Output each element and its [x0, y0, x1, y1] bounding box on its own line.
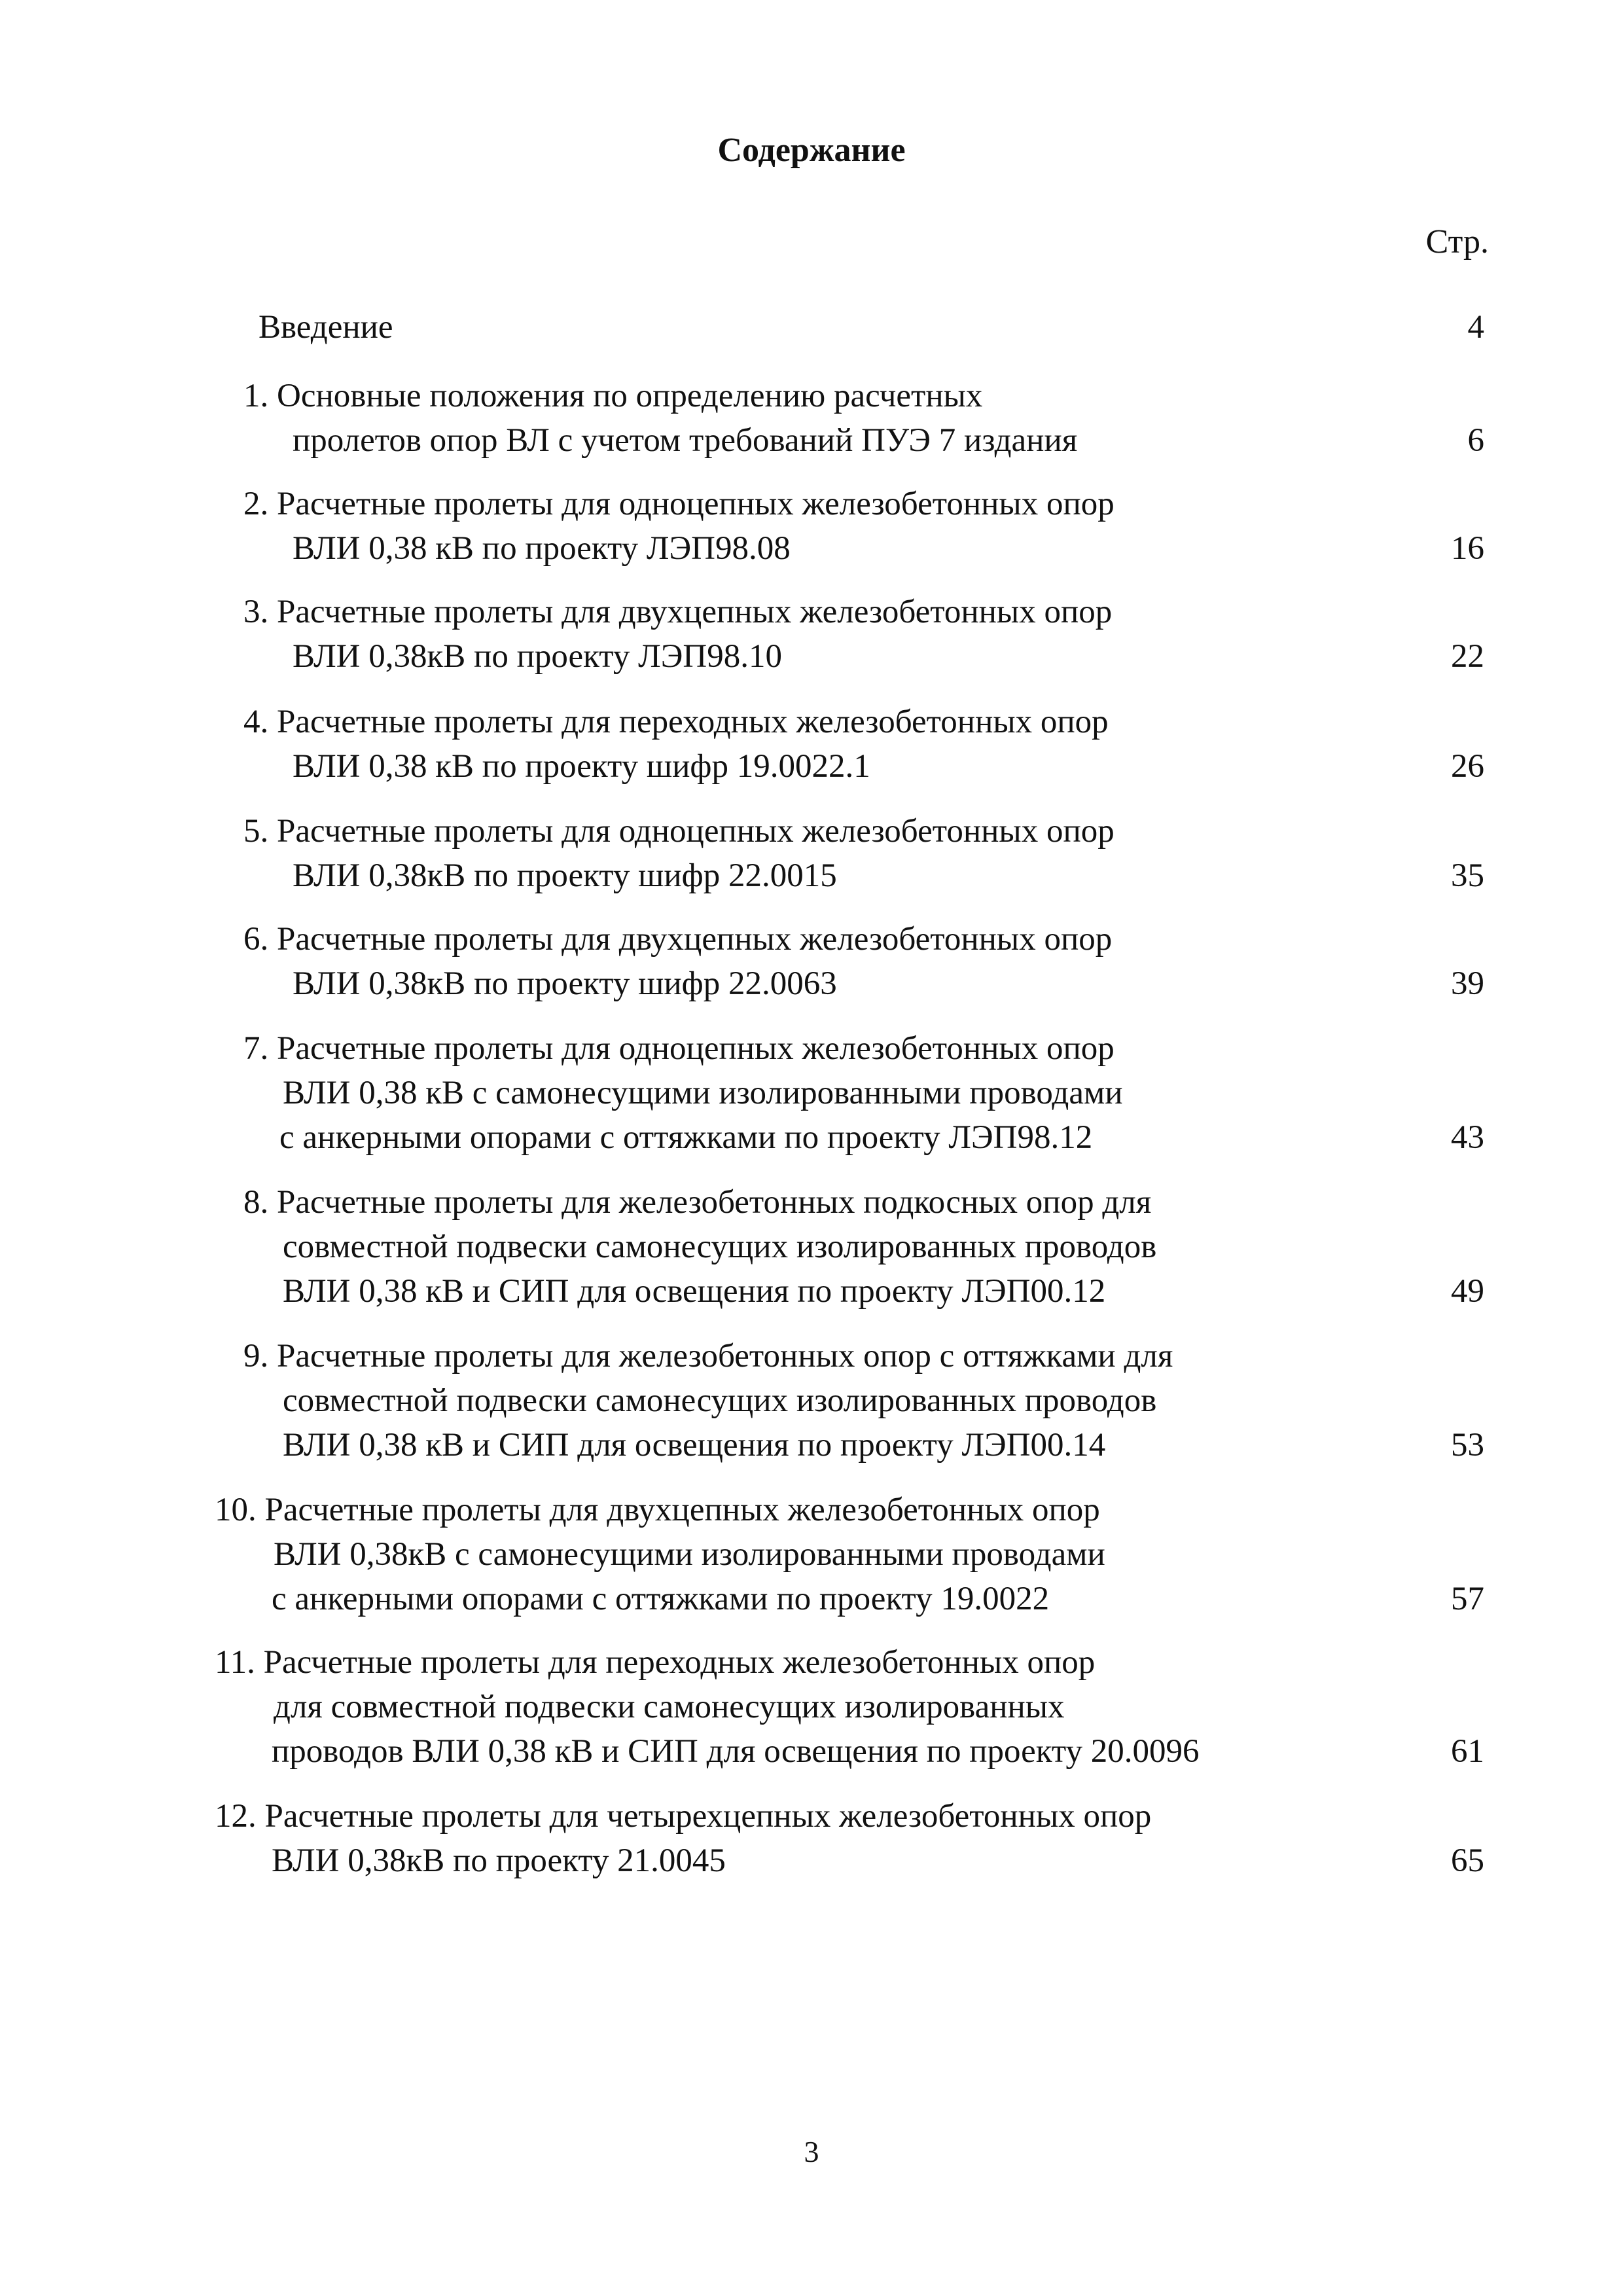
toc-entry-page: 35 [1451, 857, 1484, 894]
toc-entry-line: ВЛИ 0,38 кВ с самонесущими изолированными проводами [283, 1075, 1123, 1111]
page-title: Содержание [717, 132, 906, 169]
toc-entry-line: 3. Расчетные пролеты для двухцепных железобетонных опор [243, 594, 1113, 630]
toc-entry-line: ВЛИ 0,38кВ по проекту ЛЭП98.10 [293, 638, 782, 675]
toc-entry-page: 16 [1451, 530, 1484, 567]
toc-entry-page: 53 [1451, 1427, 1484, 1463]
toc-entry-line: 12. Расчетные пролеты для четырехцепных железобетонных опор [215, 1798, 1152, 1835]
toc-entry-line: с анкерными опорами с оттяжками по проекту 19.0022 [272, 1581, 1050, 1617]
toc-entry-line: 5. Расчетные пролеты для одноцепных железобетонных опор [243, 813, 1115, 850]
toc-entry-line: для совместной подвески самонесущих изолированных [274, 1689, 1065, 1725]
toc-entry-line: 1. Основные положения по определению расчетных [243, 378, 983, 414]
toc-entry-line: с анкерными опорами с оттяжками по проекту ЛЭП98.12 [279, 1119, 1093, 1156]
toc-entry-page: 26 [1451, 748, 1484, 785]
toc-entry-line: 9. Расчетные пролеты для железобетонных опор с оттяжками для [243, 1338, 1173, 1374]
toc-entry-page: 65 [1451, 1842, 1484, 1879]
toc-entry-line: Введение [259, 309, 393, 346]
toc-entry-line: ВЛИ 0,38кВ по проекту шифр 22.0015 [293, 857, 837, 894]
toc-entry-page: 4 [1467, 309, 1484, 346]
toc-entry-line: ВЛИ 0,38 кВ по проекту ЛЭП98.08 [293, 530, 791, 567]
toc-entry-line: совместной подвески самонесущих изолированных проводов [283, 1382, 1157, 1419]
toc-entry-line: совместной подвески самонесущих изолированных проводов [283, 1229, 1157, 1265]
toc-entry-line: 8. Расчетные пролеты для железобетонных подкосных опор для [243, 1184, 1152, 1221]
toc-entry-page: 39 [1451, 965, 1484, 1002]
toc-entry-line: 11. Расчетные пролеты для переходных железобетонных опор [215, 1644, 1096, 1681]
toc-entry-line: ВЛИ 0,38 кВ и СИП для освещения по проекту ЛЭП00.14 [283, 1427, 1106, 1463]
toc-entry-page: 61 [1451, 1733, 1484, 1770]
toc-entry-page: 22 [1451, 638, 1484, 675]
toc-entry-line: 7. Расчетные пролеты для одноцепных железобетонных опор [243, 1030, 1115, 1067]
toc-entry-line: ВЛИ 0,38 кВ по проекту шифр 19.0022.1 [293, 748, 870, 785]
toc-entry-line: 4. Расчетные пролеты для переходных железобетонных опор [243, 704, 1109, 740]
toc-entry-line: ВЛИ 0,38кВ с самонесущими изолированными проводами [274, 1536, 1105, 1573]
toc-entry-page: 43 [1451, 1119, 1484, 1156]
toc-entry-line: проводов ВЛИ 0,38 кВ и СИП для освещения по проекту 20.0096 [272, 1733, 1200, 1770]
toc-entry-line: 6. Расчетные пролеты для двухцепных железобетонных опор [243, 921, 1113, 958]
toc-entry-page: 57 [1451, 1581, 1484, 1617]
toc-entry-line: 2. Расчетные пролеты для одноцепных железобетонных опор [243, 486, 1115, 522]
toc-entry-line: 10. Расчетные пролеты для двухцепных железобетонных опор [215, 1492, 1100, 1528]
toc-entry-line: ВЛИ 0,38кВ по проекту шифр 22.0063 [293, 965, 837, 1002]
toc-entry-line: ВЛИ 0,38 кВ и СИП для освещения по проекту ЛЭП00.12 [283, 1273, 1106, 1310]
toc-entry-line: пролетов опор ВЛ с учетом требований ПУЭ 7 издания [293, 422, 1078, 459]
page-column-label: Стр. [1425, 223, 1489, 260]
toc-entry-line: ВЛИ 0,38кВ по проекту 21.0045 [272, 1842, 726, 1879]
toc-entry-page: 49 [1451, 1273, 1484, 1310]
toc-entry-page: 6 [1467, 422, 1484, 459]
footer-page-number: 3 [804, 2135, 819, 2168]
